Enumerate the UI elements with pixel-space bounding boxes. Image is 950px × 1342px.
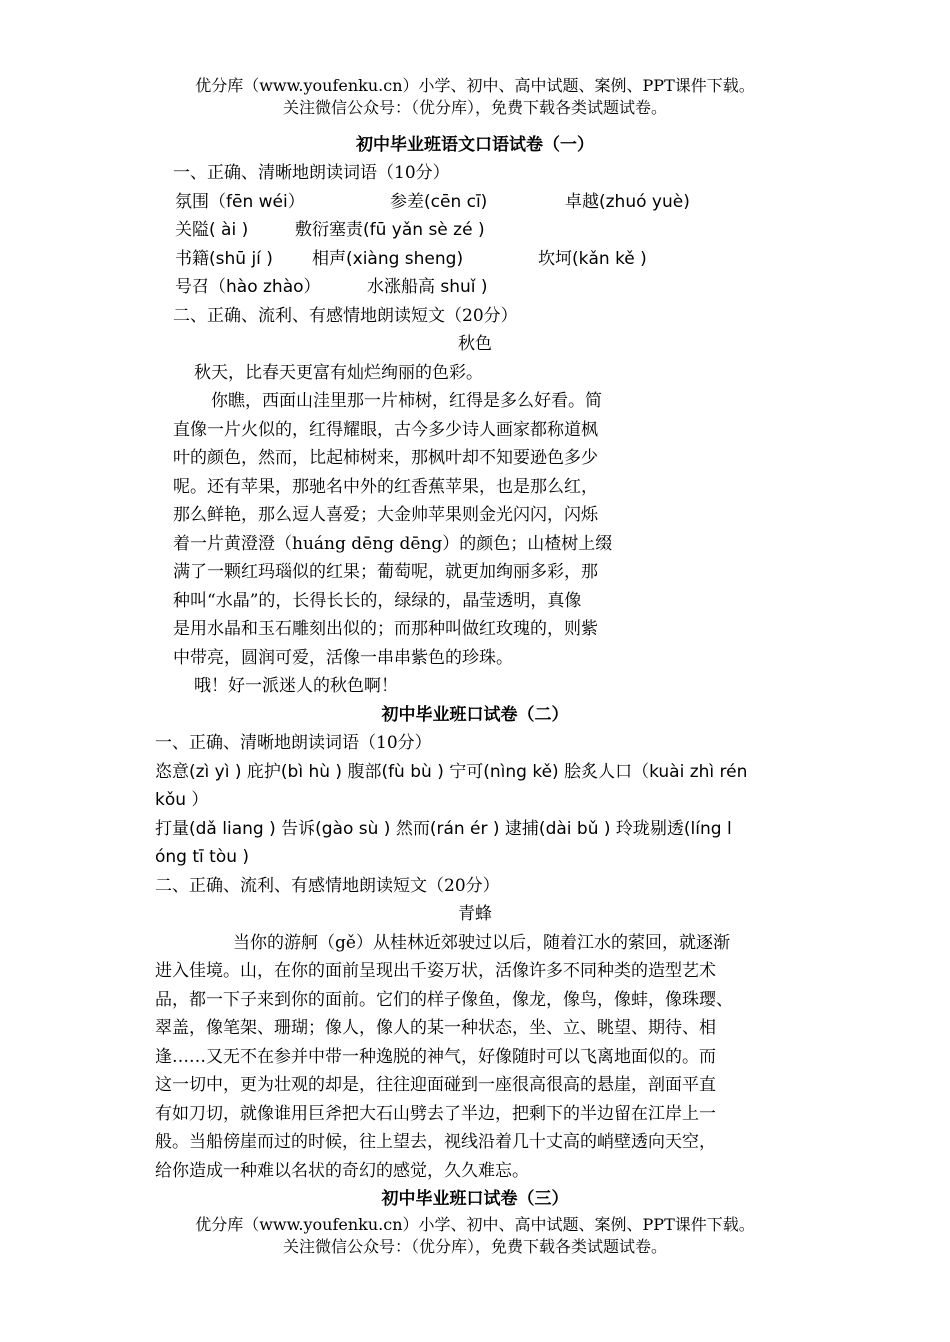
exam1-passage-line: 秋天，比春天更富有灿烂绚丽的色彩。 xyxy=(194,363,483,383)
exam1-passage-line: 是用水晶和玉石雕刻出似的；而那种叫做红玫瑰的，则紫 xyxy=(173,619,598,639)
exam1-passage-line: 呢。还有苹果，那驰名中外的红香蕉苹果，也是那么红， xyxy=(173,477,598,497)
exam3-title: 初中毕业班口试卷（三） xyxy=(381,1189,569,1209)
exam2-words-line: kǒu ） xyxy=(155,790,209,810)
exam1-word: 号召（hào zhào） xyxy=(175,277,321,297)
exam2-question-1: 一、正确、清晰地朗读词语（10分） xyxy=(155,733,432,753)
exam2-title: 初中毕业班口试卷（二） xyxy=(381,705,569,725)
exam1-passage-line: 种叫“水晶”的，长得长长的，绿绿的，晶莹透明，真像 xyxy=(173,591,582,611)
exam2-passage-line: 进入佳境。山，在你的面前呈现出千姿万状，活像许多不同种类的造型艺术 xyxy=(155,961,716,981)
exam2-passage-line: 逢……又无不在参并中带一种逸脱的神气，好像随时可以飞离地面似的。而 xyxy=(155,1047,716,1067)
exam1-word: 书籍(shū jí ) xyxy=(175,249,273,269)
exam1-passage-line: 直像一片火似的，红得耀眼，古今多少诗人画家都称道枫 xyxy=(173,420,598,440)
exam2-passage-line: 般。当船傍崖而过的时候，往上望去，视线沿着几十丈高的峭壁透向天空， xyxy=(155,1132,716,1152)
exam1-passage-line: 你瞧，西面山洼里那一片柿树，红得是多么好看。简 xyxy=(211,391,602,411)
exam1-passage-line: 着一片黄澄澄（huáng dēng dēng）的颜色；山楂树上缀 xyxy=(173,534,613,554)
exam1-word: 敷衍塞责(fū yǎn sè zé ) xyxy=(295,220,485,240)
exam1-passage-line: 中带亮，圆润可爱，活像一串串紫色的珍珠。 xyxy=(173,648,513,668)
exam2-passage-line: 当你的游舸（gě）从桂林近郊驶过以后，随着江水的萦回，就逐渐 xyxy=(233,933,730,953)
exam1-word: 氛围（fēn wéi） xyxy=(175,192,305,212)
exam2-words-line: óng tī tòu ) xyxy=(155,847,250,867)
header-line-2: 关注微信公众号：（优分库），免费下载各类试题试卷。 xyxy=(282,98,667,117)
footer-line-2: 关注微信公众号：（优分库），免费下载各类试题试卷。 xyxy=(282,1237,667,1256)
exam2-passage-line: 这一切中，更为壮观的却是，往往迎面碰到一座很高很高的悬崖，剖面平直 xyxy=(155,1075,716,1095)
exam2-passage-line: 给你造成一种难以名状的奇幻的感觉，久久难忘。 xyxy=(155,1161,529,1181)
exam2-passage-line: 有如刀切，就像谁用巨斧把大石山劈去了半边，把剩下的半边留在江岸上一 xyxy=(155,1104,716,1124)
exam1-passage-line: 叶的颜色，然而，比起柿树来，那枫叶却不知要逊色多少 xyxy=(173,448,598,468)
exam1-passage-line: 那么鲜艳，那么逗人喜爱；大金帅苹果则金光闪闪，闪烁 xyxy=(173,505,598,525)
exam1-word: 参差(cēn cī) xyxy=(390,192,488,212)
exam2-question-2: 二、正确、流利、有感情地朗读短文（20分） xyxy=(155,876,500,896)
exam1-question-1: 一、正确、清晰地朗读词语（10分） xyxy=(173,163,450,183)
exam1-title: 初中毕业班语文口语试卷（一） xyxy=(356,135,594,155)
footer-line-1: 优分库（www.youfenku.cn）小学、初中、高中试题、案例、PPT课件下载。 xyxy=(195,1215,755,1234)
exam2-passage-line: 翠盖，像笔架、珊瑚；像人，像人的某一种状态，坐、立、眺望、期待、相 xyxy=(155,1018,716,1038)
exam1-word: 关隘( ài ) xyxy=(175,220,249,240)
exam1-word: 卓越(zhuó yuè) xyxy=(565,192,690,212)
exam2-words-line: 恣意(zì yì ) 庇护(bì hù ) 腹部(fù bù ) 宁可(nìng kě) 脍炙人口（kuài zhì rén xyxy=(155,762,748,782)
exam2-passage-title: 青蜂 xyxy=(458,904,492,924)
exam1-question-2: 二、正确、流利、有感情地朗读短文（20分） xyxy=(173,306,518,326)
header-line-1: 优分库（www.youfenku.cn）小学、初中、高中试题、案例、PPT课件下载。 xyxy=(195,76,755,95)
exam1-passage-title: 秋色 xyxy=(458,334,492,354)
exam1-passage-line: 满了一颗红玛瑙似的红果；葡萄呢，就更加绚丽多彩，那 xyxy=(173,562,598,582)
exam1-passage-line: 哦！好一派迷人的秋色啊！ xyxy=(194,676,398,696)
exam2-passage-line: 品，都一下子来到你的面前。它们的样子像鱼，像龙，像鸟，像蚌，像珠璎、 xyxy=(155,990,733,1010)
exam1-word: 坎坷(kǎn kě ) xyxy=(538,249,647,269)
exam1-word: 水涨船高 shuǐ ) xyxy=(367,277,488,297)
exam2-words-line: 打量(dǎ liang ) 告诉(gào sù ) 然而(rán ér ) 逮捕(dài bǔ ) 玲珑剔透(líng l xyxy=(155,819,732,839)
exam1-word: 相声(xiàng sheng) xyxy=(312,249,464,269)
